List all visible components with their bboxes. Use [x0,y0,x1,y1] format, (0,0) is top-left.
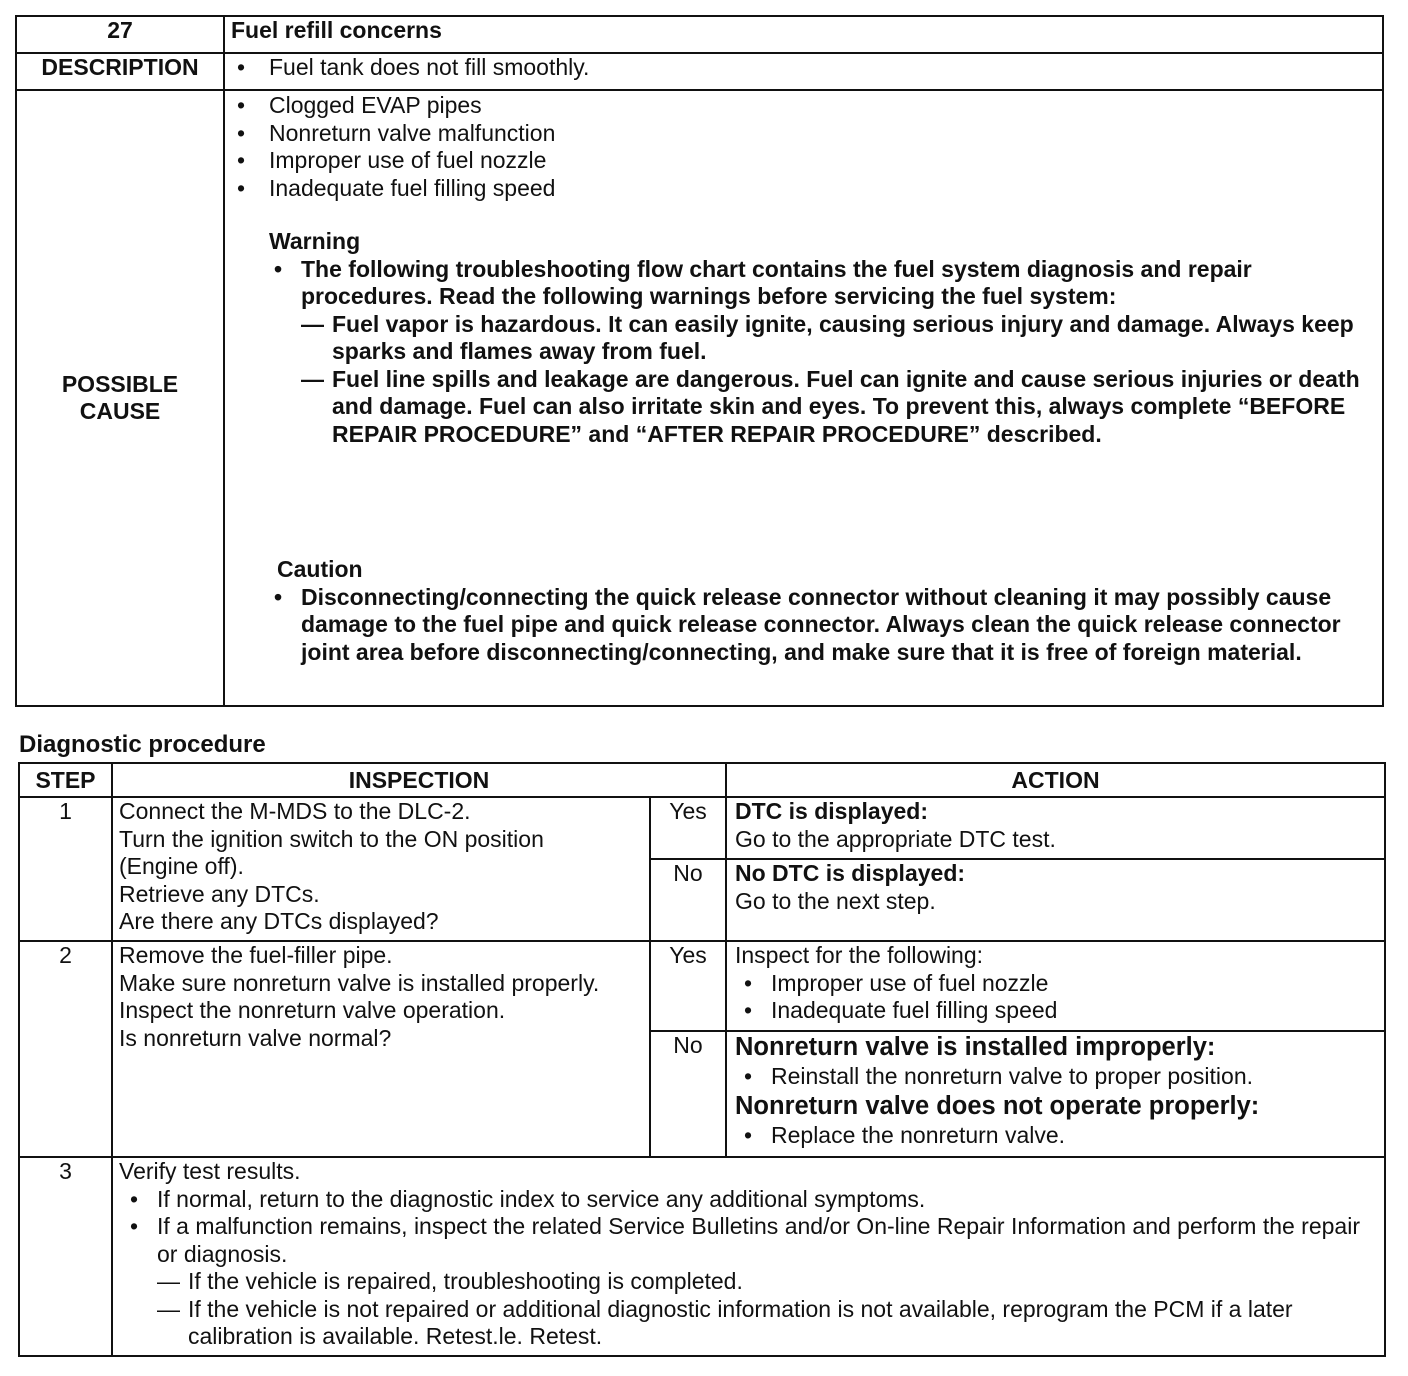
step-2-inspection [112,941,650,1157]
step-2-yes-action [726,941,1385,1031]
step-2-no-action [726,1031,1385,1157]
inspection-header: INSPECTION [112,763,726,797]
action-title: Nonreturn valve does not operate properly: [735,1091,1260,1120]
list-item: — Fuel line spills and leakage are dangerous. Fuel can ignite and cause serious injuries or death and damage. Fuel can also irritate skin and eyes. To prevent this, always complete “BEFORE REPAIR PROCEDURE” and “AFTER REPAIR PROCEDURE” described. [301,366,1364,449]
inspect-list [735,970,1384,1025]
symptom-number: 27 [16,16,224,53]
list-item: • Inadequate fuel filling speed [739,997,1384,1025]
list-item [125,1213,1384,1351]
warning-list [269,256,1364,449]
list-item: • Nonreturn valve malfunction [225,120,1382,148]
list-item: • Disconnecting/connecting the quick release connector without cleaning it may possibly cause damage to the fuel pipe and quick release connector. Always clean the quick release connector joint area before disconnecting/connecting, and make sure that it is free of foreign material. [269,584,1372,667]
list-item: • Replace the nonreturn valve. [739,1122,1384,1150]
possible-cause-label-line1: POSSIBLE [61,370,179,397]
step-number: 1 [19,797,112,941]
yes-label: Yes [650,797,726,859]
step-number: 2 [19,941,112,1157]
action-text: Go to the next step. [735,887,936,914]
step-header: STEP [19,763,112,797]
action-list [735,1063,1384,1091]
no-label: No [650,1031,726,1157]
description-label: DESCRIPTION [16,53,224,90]
possible-cause-label [16,90,224,706]
list-item: — If the vehicle is not repaired or additional diagnostic information is not available, reprogram the PCM if a later calibration is available. Retest.le. Retest. [157,1296,1384,1351]
result-sublist [157,1268,1384,1351]
inspection-line: Retrieve any DTCs. [119,880,320,907]
step-3-content [112,1157,1385,1356]
header-row [19,763,1385,797]
caution-list [269,584,1372,667]
list-item: • Fuel tank does not fill smoothly. [225,54,1382,82]
list-item: • Reinstall the nonreturn valve to proper position. [739,1063,1384,1091]
symptom-title: Fuel refill concerns [224,16,1383,53]
diagnostic-procedure-heading: Diagnostic procedure [19,731,266,758]
action-text: Inspect for the following: [735,942,984,968]
action-title: DTC is displayed: [735,798,928,824]
action-list [735,1122,1384,1150]
cause-list [225,92,1382,202]
list-item-text: If a malfunction remains, inspect the related Service Bulletins and/or On-line Repair Information and perform the repair or diagnosis. [157,1213,1360,1267]
step-2-row-yes [19,941,1385,1031]
list-item: • Improper use of fuel nozzle [739,970,1384,998]
inspection-line: Inspect the nonreturn valve operation. [119,997,506,1023]
caution-title: Caution [277,556,363,582]
caution-block [225,584,1382,667]
list-item [269,256,1364,449]
action-title: No DTC is displayed: [735,860,966,886]
description-row [16,53,1383,90]
inspection-line: Connect the M-MDS to the DLC-2. [119,798,471,824]
step-number: 3 [19,1157,112,1356]
possible-cause-row [16,90,1383,706]
action-header: ACTION [726,763,1385,797]
list-item: • If normal, return to the diagnostic index to service any additional symptoms. [125,1186,1384,1214]
list-item: — Fuel vapor is hazardous. It can easily ignite, causing serious injury and damage. Always keep sparks and flames away from fuel. [301,311,1364,366]
step-1-no-action [726,859,1385,941]
warning-text: The following troubleshooting flow chart contains the fuel system diagnosis and repair procedures. Read the following warnings before servicing the fuel system: [301,255,1252,309]
description-cell [224,53,1383,90]
symptom-summary-table [15,15,1384,707]
action-title: Nonreturn valve is installed improperly: [735,1033,1216,1061]
diagnostic-table [18,762,1386,1357]
step-1-row-yes [19,797,1385,859]
step-1-yes-action [726,797,1385,859]
inspection-line: Are there any DTCs displayed? [119,908,439,934]
list-item: • Clogged EVAP pipes [225,92,1382,120]
step-3-row [19,1157,1385,1356]
description-list [225,54,1382,82]
yes-label: Yes [650,941,726,1031]
no-label: No [650,859,726,941]
possible-cause-label-line2: CAUSE [79,398,161,424]
possible-cause-content [224,90,1383,706]
inspection-line: Make sure nonreturn valve is installed properly. [119,969,600,996]
inspection-line: Is nonreturn valve normal? [119,1024,392,1051]
result-list [119,1186,1384,1351]
warning-title: Warning [269,228,361,254]
warning-block [225,256,1382,449]
list-item: • Inadequate fuel filling speed [225,175,1382,203]
inspection-line: Remove the fuel-filler pipe. [119,942,393,968]
step-1-inspection [112,797,650,941]
warning-sublist [301,311,1364,449]
title-row [16,16,1383,53]
inspection-line: Turn the ignition switch to the ON position [119,825,544,852]
list-item: — If the vehicle is repaired, troubleshooting is completed. [157,1268,1384,1296]
step-3-intro: Verify test results. [119,1158,301,1184]
list-item: • Improper use of fuel nozzle [225,147,1382,175]
action-text: Go to the appropriate DTC test. [735,825,1056,852]
inspection-line: (Engine off). [119,853,244,879]
